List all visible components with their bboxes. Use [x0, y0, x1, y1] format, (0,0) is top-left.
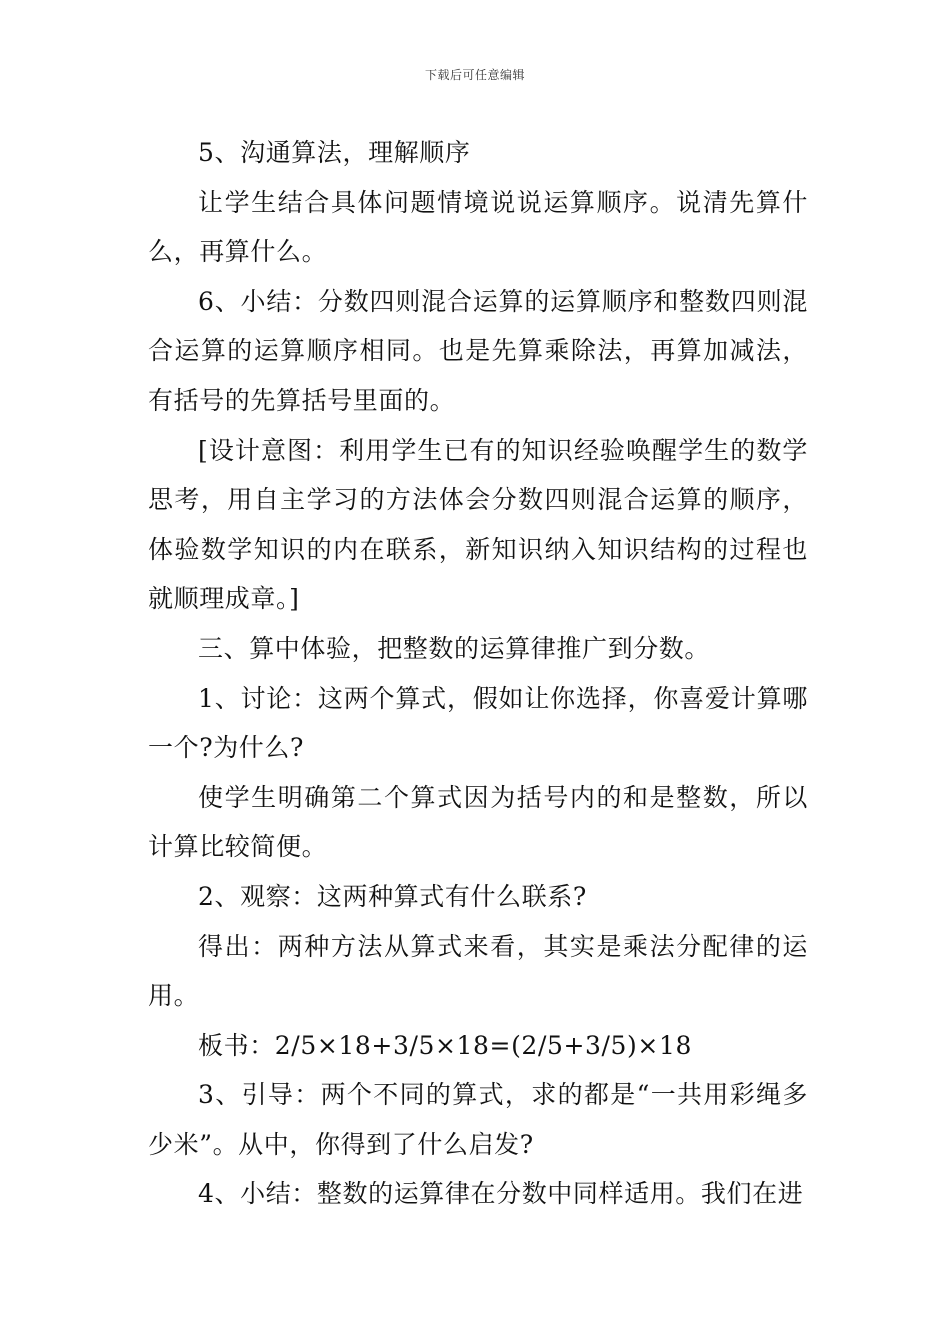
paragraph-summary-4: 4、小结：整数的运算律在分数中同样适用。我们在进: [198, 1179, 804, 1209]
paragraph-clarify: 使学生明确第二个算式因为括号内的和是整数，所以计算比较简便。: [148, 782, 808, 862]
document-body: [148, 128, 808, 1219]
paragraph-discussion-1: 1、讨论：这两个算式，假如让你选择，你喜爱计算哪一个?为什么?: [148, 683, 808, 763]
paragraph-conclusion: 得出：两种方法从算式来看，其实是乘法分配律的运用。: [148, 931, 808, 1011]
page-header: 下载后可任意编辑: [424, 68, 525, 82]
paragraph-step-5: 5、沟通算法，理解顺序: [198, 138, 471, 167]
paragraph-board-formula: 板书：2/5×18+3/5×18=(2/5+3/5)×18: [198, 1030, 692, 1060]
paragraph-order-explanation: 让学生结合具体问题情境说说运算顺序。说清先算什么，再算什么。: [148, 187, 808, 267]
paragraph-design-intent: [设计意图：利用学生已有的知识经验唤醒学生的数学思考，用自主学习的方法体会分数四则混合运算的顺序，体验数学知识的内在联系，新知识纳入知识结构的过程也就顺理成章。]: [148, 435, 808, 614]
paragraph-guide-3: 3、引导：两个不同的算式，求的都是“一共用彩绳多少米”。从中，你得到了什么启发?: [148, 1080, 808, 1159]
paragraph-observe-2: 2、观察：这两种算式有什么联系?: [198, 881, 587, 911]
paragraph-summary-6: 6、小结：分数四则混合运算的运算顺序和整数四则混合运算的运算顺序相同。也是先算乘除法，再算加减法，有括号的先算括号里面的。: [148, 286, 808, 415]
section-heading-three: 三、算中体验，把整数的运算律推广到分数。: [198, 633, 711, 663]
